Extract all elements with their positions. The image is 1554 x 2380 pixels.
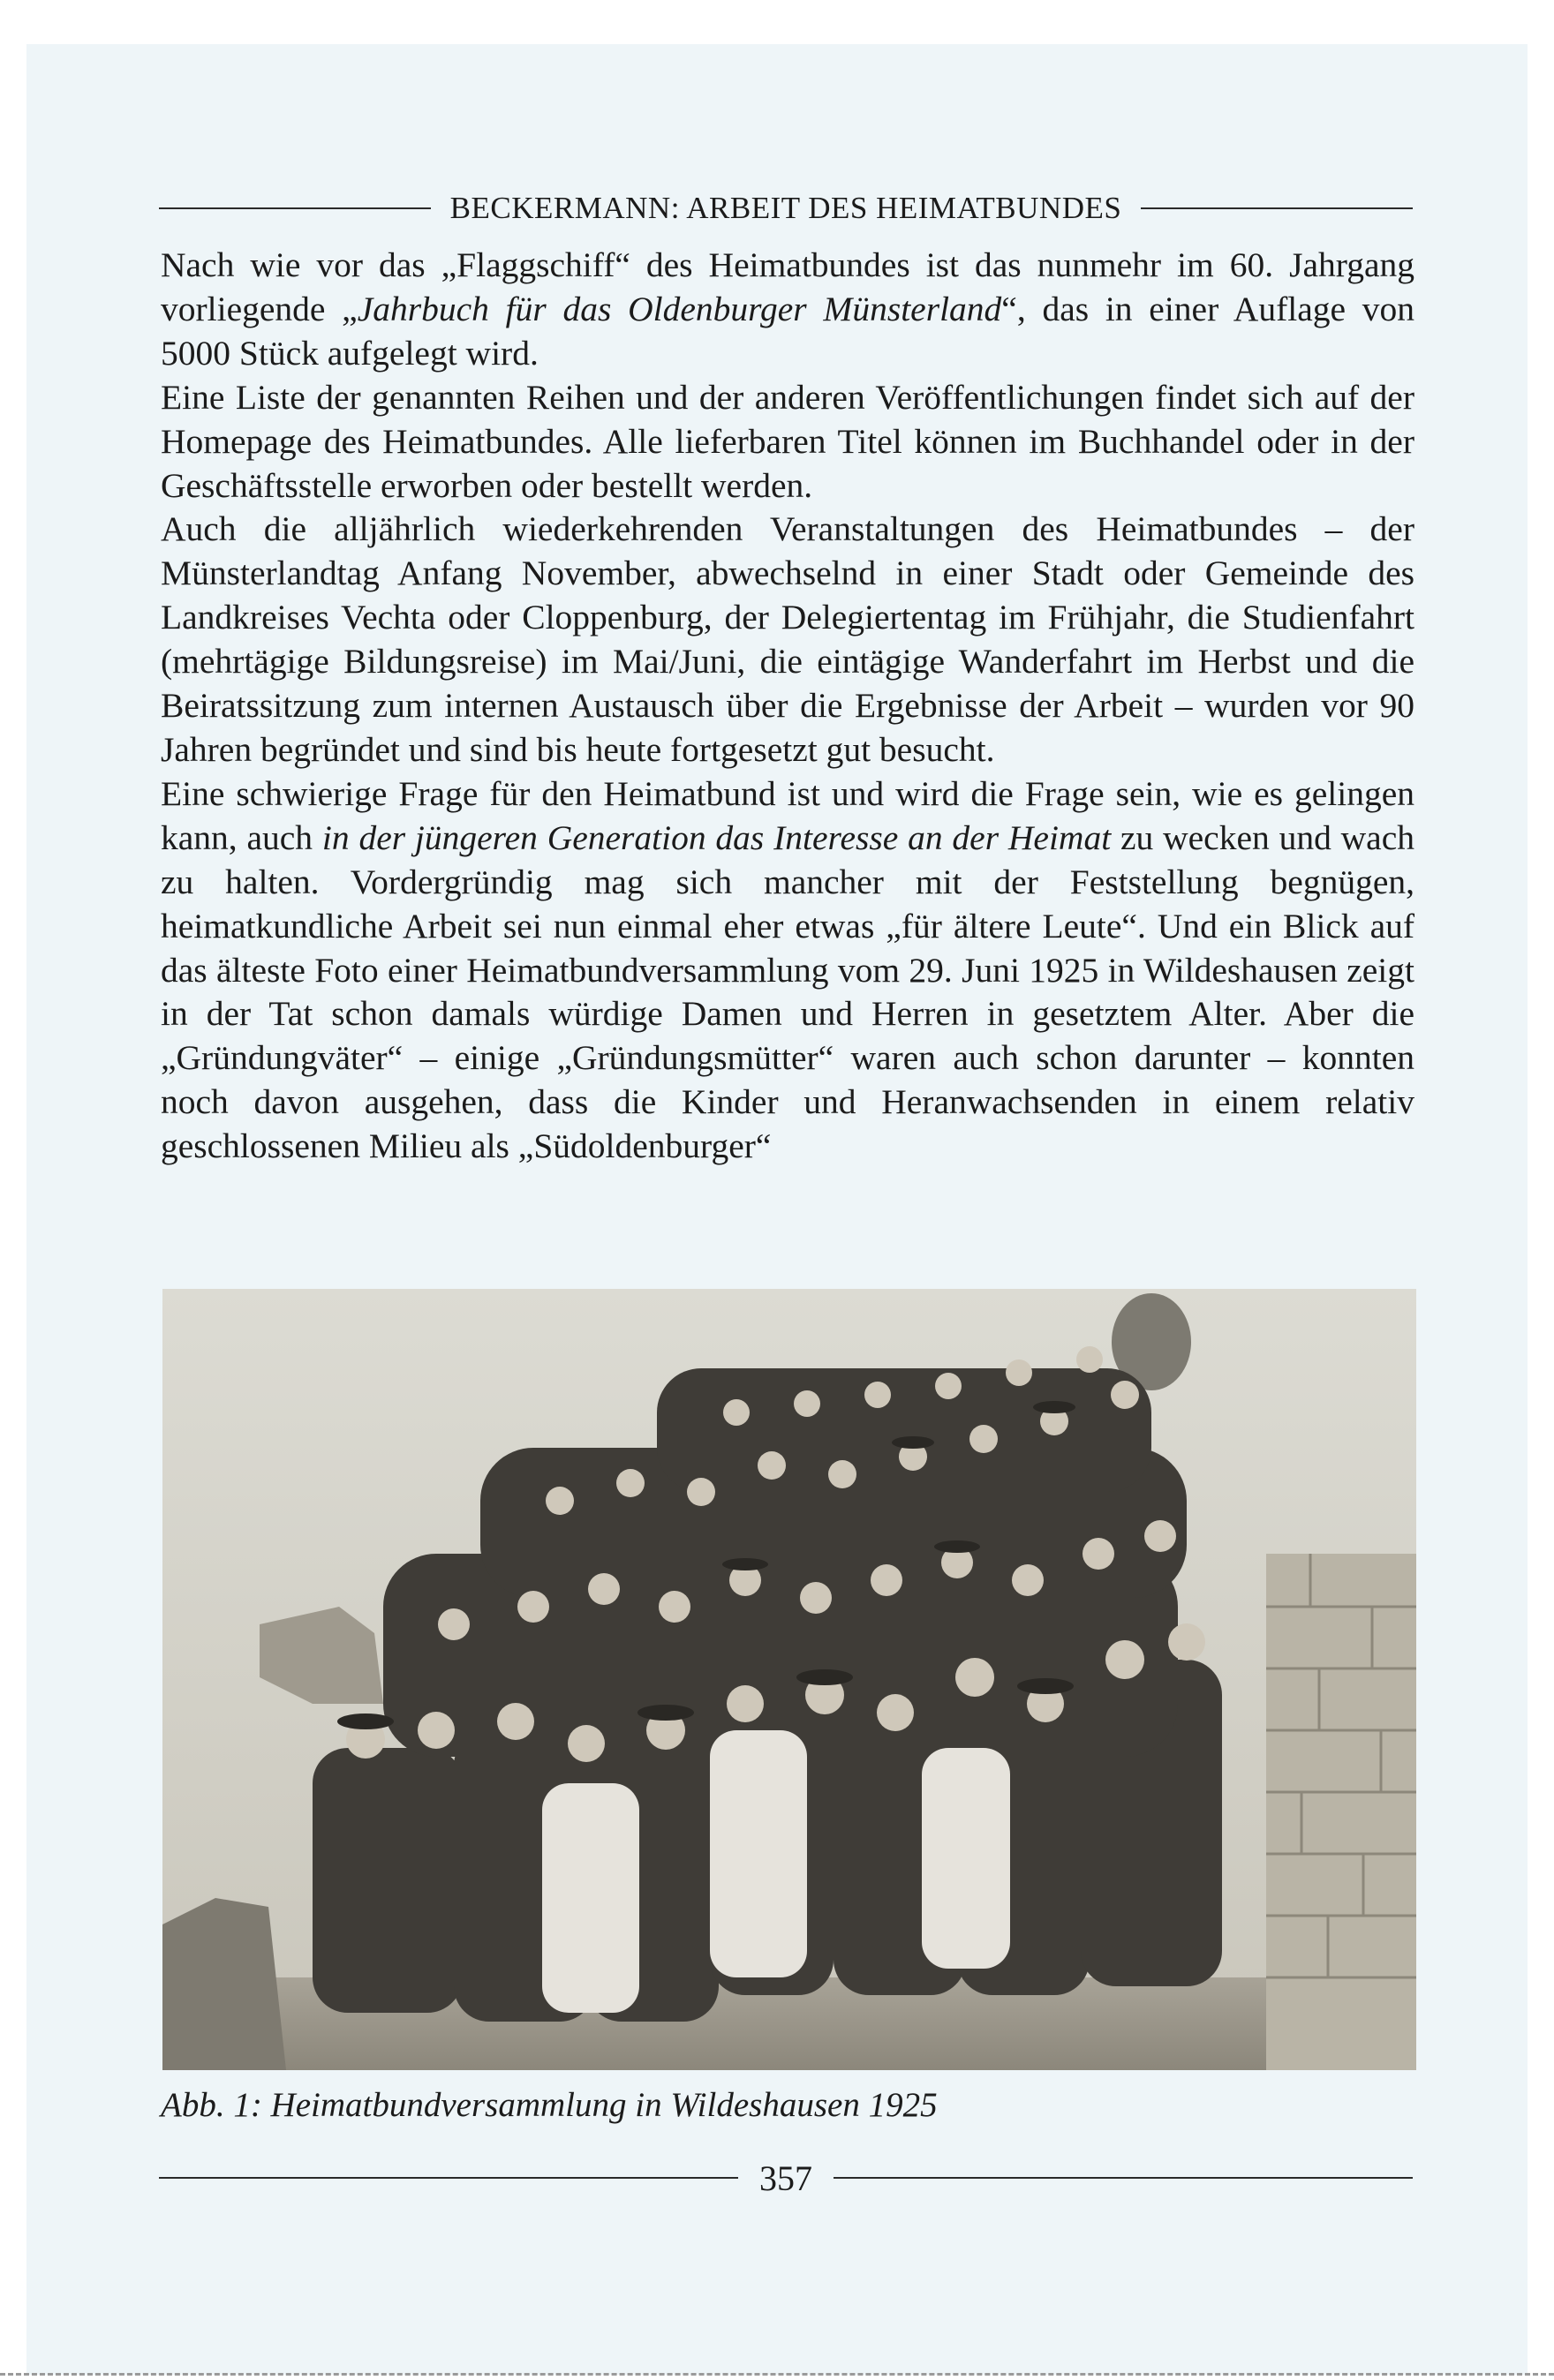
paragraph-1 [161, 244, 1414, 376]
body-text [161, 244, 1414, 1169]
paragraph-4-start: Eine schwierige Frage für den Heimatbund ist und wird die Frage sein, wie es gelingen kann, auch [161, 773, 1414, 857]
group-photo-illustration [162, 1289, 1416, 2070]
footer-rule-right [834, 2177, 1413, 2179]
page-footer [159, 2156, 1413, 2200]
paragraph-2: Eine Liste der genannten Reihen und der anderen Veröffentlichungen findet sich auf der Homepage des Heimatbundes. Alle lieferbaren Titel können im Buchhandel oder in der Geschäftsstelle erworben oder bestellt werden. [161, 377, 1414, 505]
paragraph-3: Auch die alljährlich wiederkehrenden Veranstaltungen des Heimatbundes – der Münsterlandtag Anfang November, abwechselnd in einer Stadt oder Gemeinde des Landkreises Vechta oder Cloppenburg, der Delegiertentag im Frühjahr, die Studienfahrt (mehrtägige Bildungsreise) im Mai/Juni, die eintägige Wanderfahrt im Herbst und die Beiratssitzung zum internen Austausch über die Ergebnisse der Arbeit – wurden vor 90 Jahren begründet und sind bis heute fortgesetzt gut besucht. [161, 509, 1414, 769]
page-number: 357 [759, 2158, 812, 2198]
header-rule-right [1141, 207, 1413, 209]
paragraph-4 [161, 772, 1414, 1169]
yearbook-title: Jahrbuch für das Oldenburger Münsterland [357, 289, 1002, 328]
emphasis-young-generation: in der jüngeren Generation das Interesse an der Heimat [321, 817, 1112, 857]
running-header [159, 185, 1413, 231]
running-title: BECKERMANN: ARBEIT DES HEIMATBUNDES [449, 191, 1122, 225]
figure-caption: Abb. 1: Heimatbundversammlung in Wildeshausen 1925 [161, 2086, 938, 2124]
paragraph-4-end: zu wecken und wach zu halten. Vordergründig mag sich mancher mit der Feststellung begnügen, heimatkundliche Arbeit sei nun einmal eher etwas „für ältere Leute“. Und ein Blick auf das älteste Foto einer Heimatbundversammlung vom 29. Juni 1925 in Wildeshausen zeigt in der Tat schon damals würdige Damen und Herren in gesetztem Alter. Aber die „Gründungväter“ – einige „Gründungsmütter“ waren auch schon darunter – konnten noch davon ausgehen, dass die Kinder und Heranwachsenden in einem relativ geschlossenen Milieu als „Südoldenburger“ [161, 817, 1414, 1166]
footer-rule-left [159, 2177, 738, 2179]
paragraph-1-start: Nach wie vor das „Flaggschiff“ des Heimatbundes ist das nunmehr im 60. Jahrgang vorliegende „ [161, 245, 1414, 328]
group-photo [162, 1289, 1416, 2070]
header-rule-left [159, 207, 431, 209]
scan-bottom-edge [0, 2373, 1554, 2378]
paragraph-1-end: “, das in einer Auflage von 5000 Stück aufgelegt wird. [161, 289, 1415, 373]
